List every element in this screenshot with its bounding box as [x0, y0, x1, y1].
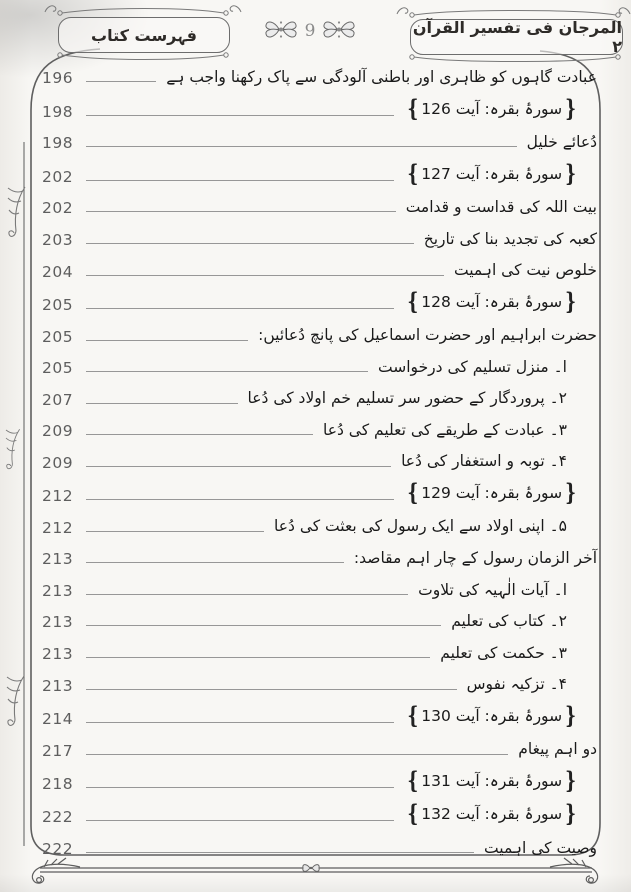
leader-line	[86, 562, 344, 563]
toc-entry-title	[404, 95, 579, 123]
toc-page-number: 202	[42, 167, 74, 186]
toc-row	[42, 517, 597, 536]
toc-page-number: 209	[42, 422, 74, 441]
leader-line	[86, 852, 474, 853]
toc-entry-text: وصیت کی اہمیت	[484, 838, 597, 857]
toc-row	[42, 480, 597, 508]
leaf-curl-ornament-2	[6, 429, 20, 469]
toc-entry-title	[404, 703, 579, 731]
toc-page-number: 213	[42, 581, 74, 600]
toc-entry-title	[527, 133, 597, 152]
leader-line	[86, 115, 394, 116]
corner-flourish-right	[550, 858, 598, 883]
toc-page-number: 196	[42, 69, 74, 88]
ornate-brace-close: }	[565, 95, 576, 123]
toc-entry-title	[401, 452, 567, 471]
toc-page-number: 213	[42, 645, 74, 663]
toc-entry-text: ۳۔ حکمت کی تعلیم	[440, 643, 567, 662]
toc-entry-title	[166, 68, 597, 87]
toc-row	[42, 581, 597, 600]
toc-entry-text: سورۂ بقرہ: آیت 127	[421, 164, 563, 183]
toc-entry-title	[451, 612, 567, 631]
toc-row	[42, 95, 597, 123]
ornate-brace-open: {	[407, 703, 419, 731]
toc-page-number: 204	[42, 262, 74, 281]
leader-line	[86, 434, 313, 435]
leader-line	[86, 787, 394, 788]
toc-row	[42, 612, 597, 631]
ornate-brace-close: }	[565, 160, 576, 188]
toc-page-number: 202	[42, 199, 74, 218]
toc-entry-title	[404, 480, 579, 508]
toc-entry-text: خلوص نیت کی اہمیت	[454, 261, 597, 280]
toc-row	[42, 421, 597, 440]
toc-row	[42, 644, 597, 663]
toc-page-number: 213	[42, 676, 74, 695]
ornate-brace-close: }	[565, 480, 576, 508]
leader-line	[86, 689, 457, 690]
toc-row	[42, 452, 597, 471]
toc-entry-text: سورۂ بقرہ: آیت 126	[421, 99, 563, 118]
leader-line	[86, 243, 414, 244]
toc-row	[42, 703, 597, 731]
toc-entry-title	[248, 389, 567, 408]
toc-entry-title	[258, 326, 597, 345]
toc-row	[42, 133, 597, 152]
toc-entry-title	[323, 421, 567, 440]
toc-entry-title	[404, 160, 579, 188]
toc-entry-text: حضرت ابراہیم اور حضرت اسماعیل کی پانچ دُعائیں:	[258, 326, 597, 345]
toc-entry-title	[406, 198, 597, 217]
ornate-brace-close: }	[565, 801, 576, 829]
toc-entry-text: کعبہ کی تجدید بنا کی تاریخ	[423, 229, 597, 248]
toc-row	[42, 389, 597, 408]
leader-line	[86, 81, 156, 82]
toc-page-number: 222	[42, 808, 74, 827]
toc-entry-title	[518, 740, 597, 759]
toc-row	[42, 801, 597, 829]
leader-line	[86, 403, 238, 404]
toc-row	[42, 68, 597, 87]
toc-entry-text: ۵۔ اپنی اولاد سے ایک رسول کی بعثت کی دُعا	[274, 517, 567, 536]
toc-entry-title	[404, 801, 579, 829]
toc-entry-text: سورۂ بقرہ: آیت 128	[421, 292, 563, 311]
leader-line	[86, 722, 394, 723]
toc-entry-text: سورۂ بقرہ: آیت 130	[421, 706, 563, 725]
ornate-brace-open: {	[407, 95, 419, 123]
toc-row	[42, 549, 597, 568]
toc-page-number: 212	[42, 487, 74, 506]
toc-row	[42, 198, 597, 217]
toc-entry-text: ۴۔ تزکیہ نفوس	[466, 675, 567, 694]
leader-line	[86, 308, 394, 309]
toc-row	[42, 261, 597, 280]
toc-entry-text: سورۂ بقرہ: آیت 131	[421, 771, 563, 790]
toc-entry-text: ۴۔ توبہ و استغفار کی دُعا	[401, 452, 567, 471]
toc-row	[42, 768, 597, 796]
toc-list	[42, 68, 597, 858]
toc-header-label: فہرست کتاب	[91, 25, 197, 45]
leader-line	[86, 499, 394, 500]
ornate-brace-open: {	[407, 480, 419, 508]
leader-line	[86, 371, 368, 372]
toc-page-number: 213	[42, 550, 74, 569]
toc-page-number: 198	[42, 102, 74, 121]
toc-entry-text: ا۔ منزل تسلیم کی درخواست	[378, 357, 567, 376]
ornate-brace-open: {	[407, 768, 419, 796]
toc-page-number: 205	[42, 295, 74, 314]
moth-ornament-center	[303, 865, 319, 872]
leader-line	[86, 211, 396, 212]
toc-entry-title	[454, 261, 597, 280]
corner-flourish-left	[32, 858, 80, 883]
toc-page-number: 205	[42, 327, 74, 346]
toc-entry-text: ۲۔ پروردگار کے حضور سر تسلیم خم اولاد کی دُعا	[247, 389, 567, 408]
toc-row	[42, 326, 597, 345]
leader-line	[86, 146, 517, 147]
toc-entry-text: دُعائے خلیل	[526, 133, 597, 151]
toc-row	[42, 230, 597, 249]
leader-line	[86, 466, 391, 467]
toc-entry-title	[404, 288, 579, 316]
toc-page-number: 209	[42, 453, 74, 472]
leaf-curl-ornament-3	[7, 676, 24, 725]
toc-entry-title	[378, 358, 567, 377]
toc-page-number: 222	[42, 840, 74, 858]
leader-line	[86, 754, 508, 755]
ornate-brace-open: {	[407, 288, 419, 316]
ornate-brace-close: }	[565, 768, 576, 796]
toc-entry-text: آخر الزمان رسول کے چار اہم مقاصد:	[353, 548, 597, 567]
toc-entry-text: سورۂ بقرہ: آیت 132	[421, 805, 563, 824]
leader-line	[86, 657, 430, 658]
leader-line	[86, 820, 394, 821]
toc-header-box	[58, 17, 230, 53]
toc-row	[42, 675, 597, 694]
toc-page-number: 207	[42, 390, 74, 409]
leader-line	[86, 594, 408, 595]
curl-ornament	[45, 6, 630, 14]
toc-entry-text: ۲۔ کتاب کی تعلیم	[451, 612, 567, 631]
leader-line	[86, 340, 248, 341]
toc-entry-title	[274, 517, 567, 536]
toc-page-number: 203	[42, 230, 74, 249]
toc-page-number: 217	[42, 741, 74, 760]
toc-entry-title	[440, 644, 567, 663]
leader-line	[86, 531, 264, 532]
leader-line	[86, 275, 444, 276]
toc-row	[42, 288, 597, 316]
toc-entry-text: سورۂ بقرہ: آیت 129	[421, 483, 563, 502]
toc-page-number: 198	[42, 134, 74, 153]
toc-entry-text: ۳۔ عبادت کے طریقے کی تعلیم کی دُعا	[322, 420, 567, 439]
leaf-curl-ornament-1	[8, 187, 25, 236]
toc-page-number: 214	[42, 710, 74, 728]
book-title-label: المرجان فی تفسیر القرآن ۲	[412, 18, 622, 56]
toc-row	[42, 740, 597, 759]
ornate-brace-open: {	[407, 801, 419, 829]
toc-row	[42, 160, 597, 188]
toc-entry-text: ا۔ آیات الٰہیہ کی تلاوت	[418, 580, 567, 599]
page-number-header: 9	[304, 21, 316, 41]
book-title-box	[410, 19, 623, 55]
leader-line	[86, 180, 394, 181]
toc-row	[42, 839, 597, 858]
toc-entry-title	[418, 581, 567, 600]
toc-page-number: 213	[42, 613, 74, 632]
toc-entry-title	[354, 549, 597, 568]
toc-entry-text: دو اہم پیغام	[518, 740, 597, 759]
ornate-brace-close: }	[565, 703, 576, 731]
leader-line	[86, 625, 441, 626]
toc-entry-title	[467, 675, 567, 694]
toc-entry-text: عبادت گاہوں کو ظاہری اور باطنی آلودگی سے پاک رکھنا واجب ہے	[166, 68, 597, 86]
toc-page-number: 205	[42, 359, 74, 378]
toc-entry-title	[484, 839, 597, 858]
toc-entry-title	[424, 230, 597, 249]
toc-entry-title	[404, 768, 579, 796]
ornate-brace-open: {	[407, 160, 419, 188]
toc-page-number: 218	[42, 775, 74, 793]
toc-page-number: 212	[42, 518, 74, 537]
toc-entry-text: بیت اللہ کی قداست و قدامت	[405, 198, 597, 216]
ornate-brace-close: }	[565, 288, 576, 316]
toc-row	[42, 358, 597, 377]
